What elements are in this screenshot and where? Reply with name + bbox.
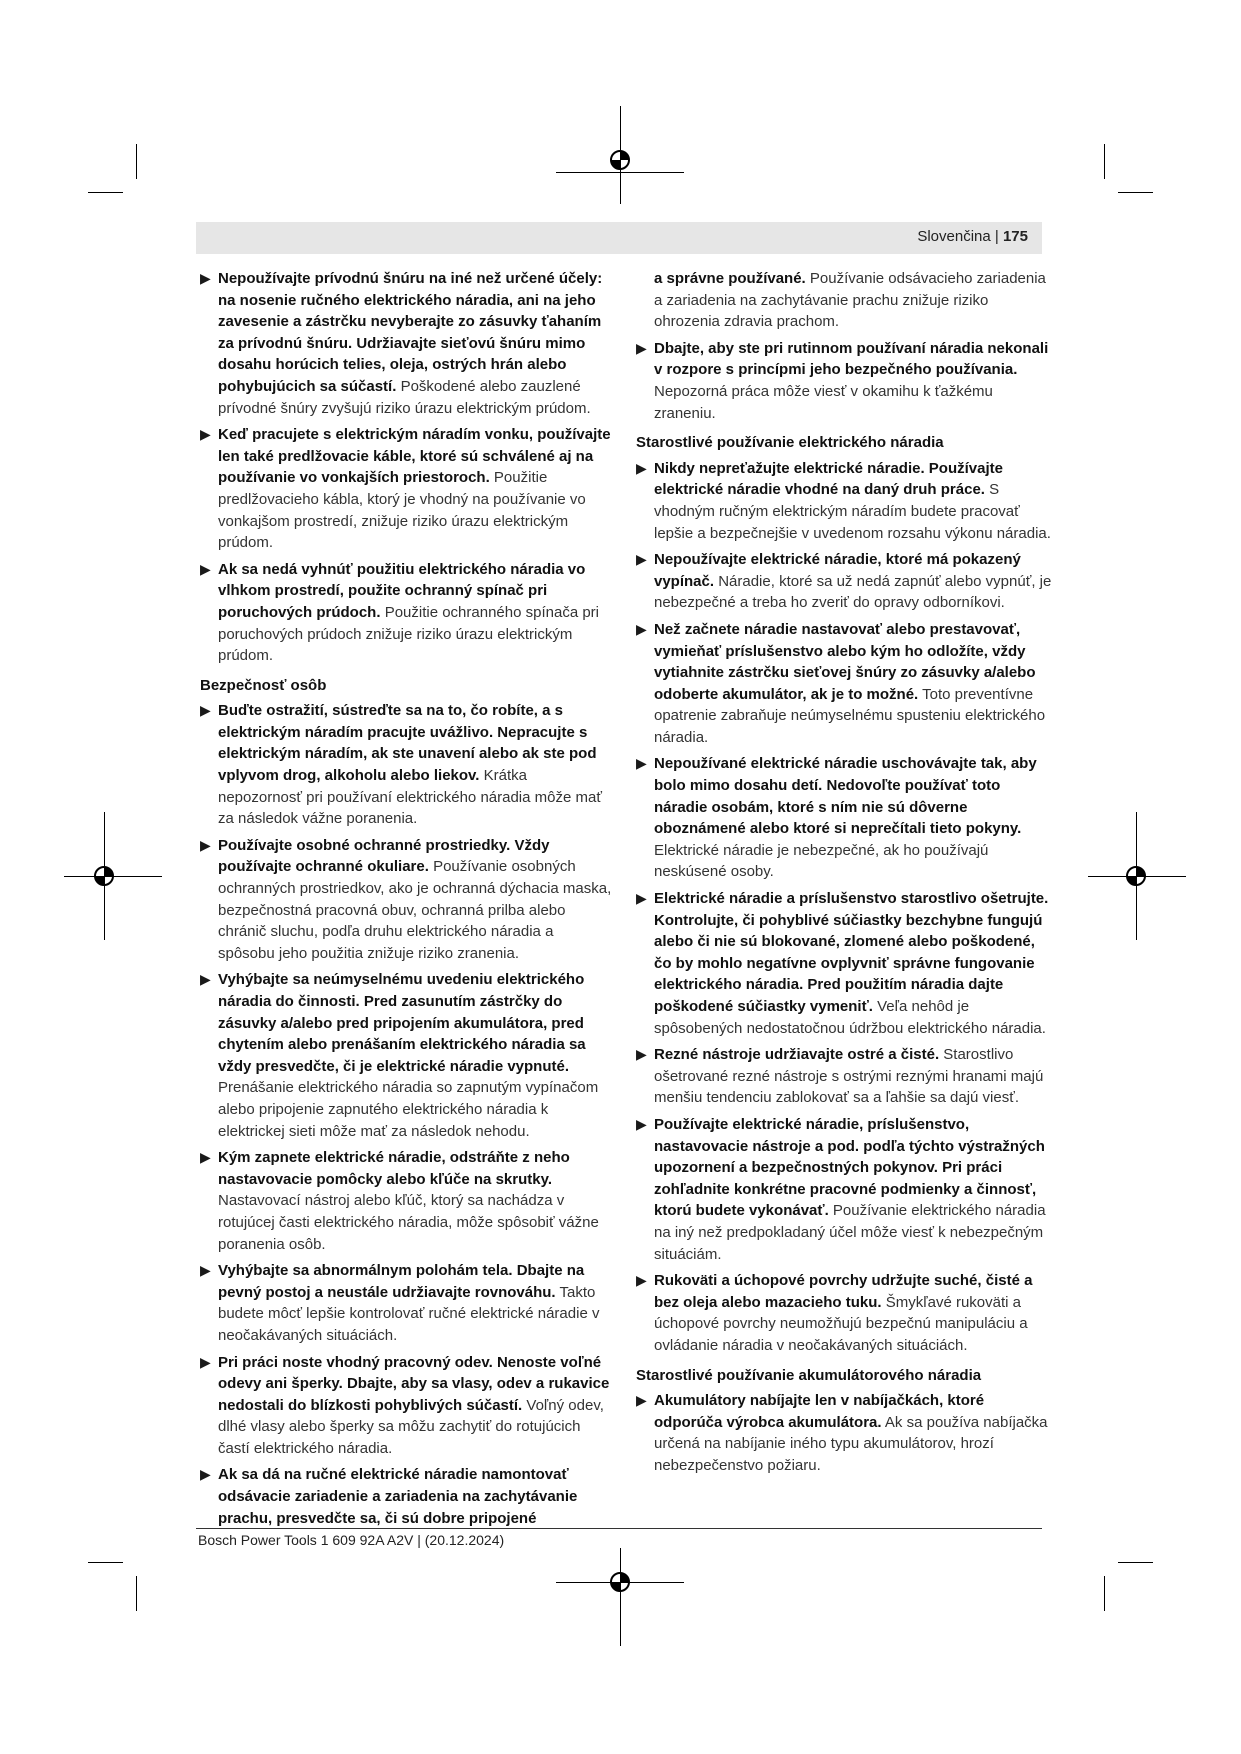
- safety-instruction: [200, 559, 613, 667]
- registration-mark-icon: [607, 147, 633, 173]
- instruction-bold-text: Dbajte, aby ste pri rutinnom používaní náradia nekonali v rozpore s princípmi jeho bezpečného používania.: [654, 339, 1049, 379]
- bullet-triangle-icon: ▶: [636, 459, 647, 476]
- safety-instruction: [200, 424, 613, 554]
- bullet-triangle-icon: ▶: [200, 1353, 211, 1370]
- bullet-triangle-icon: ▶: [636, 890, 647, 907]
- safety-instruction: [200, 969, 613, 1142]
- instruction-explanation-text: Nepozorná práca môže viesť v okamihu k ťažkému zraneniu.: [654, 382, 993, 422]
- instruction-explanation-text: Používanie elektrického náradia na iný než predpokladaný účel môže viesť k nebezpečným situáciám.: [654, 1202, 1046, 1263]
- safety-instruction: [200, 1147, 613, 1255]
- instruction-explanation-text: Používanie odsávacieho zariadenia a zariadenia na zachytávanie prachu znižuje riziko ohrozenia zdravia prachom.: [654, 270, 1046, 331]
- page-number: 175: [1002, 228, 1028, 245]
- instruction-explanation-text: Používanie osobných ochranných prostriedkov, ako je ochranná dýchacia maska, bezpečnostná pracovná obuv, ochranná prilba alebo chránič sluchu, podľa druhu elektrického náradia a spôsobu jeho použitia znižuje riziko zranenia.: [218, 858, 612, 962]
- instruction-bold-text: Keď pracujete s elektrickým náradím vonku, používajte len také predlžovacie káble, ktoré sú schválené aj na používanie vo vonkajších priestoroch.: [218, 426, 611, 487]
- instruction-explanation-text: Použitie ochranného spínača pri poruchových prúdoch znižuje riziko úrazu elektrickým prúdom.: [218, 603, 599, 665]
- instruction-bold-text: Vyhýbajte sa abnormálnym polohám tela. Dbajte na pevný postoj a neustále udržiavajte rovnováhu.: [218, 1262, 585, 1301]
- safety-instruction: [636, 1390, 1054, 1476]
- safety-instruction: [636, 1114, 1054, 1265]
- safety-instruction: [636, 458, 1054, 544]
- safety-instruction: [200, 700, 613, 830]
- safety-instruction: [200, 1352, 613, 1460]
- instruction-explanation-text: Prenášanie elektrického náradia so zapnutým vypínačom alebo pripojenie zapnutého elektrického náradia k elektrickej sieti môže mať za následok nehodu.: [218, 1079, 599, 1140]
- section-heading: Starostlivé používanie elektrického náradia: [636, 434, 944, 452]
- instruction-bold-text: Elektrické náradie a príslušenstvo starostlivo ošetrujte. Kontrolujte, či pohyblivé súčiastky bezchybne fungujú alebo či nie sú blokované, zlomené alebo poškodené, čo by mohlo negatívne ovplyvniť správne fungovanie elektrického náradia. Pred použitím náradia dajte poškodené súčiastky vymeniť.: [654, 890, 1049, 1015]
- safety-instruction: [636, 1044, 1054, 1109]
- instruction-explanation-text: Takto budete môcť lepšie kontrolovať ručné elektrické náradie v neočakávaných situáciách.: [218, 1283, 600, 1344]
- instruction-explanation-text: Veľa nehôd je spôsobených nedostatočnou údržbou elektrického náradia.: [654, 998, 1046, 1037]
- safety-instruction: [636, 1270, 1054, 1356]
- instruction-explanation-text: S vhodným ručným elektrickým náradím budete pracovať lepšie a bezpečnejšie v uvedenom rozsahu výkonu náradia.: [654, 481, 1051, 542]
- bullet-triangle-icon: ▶: [636, 1272, 647, 1289]
- safety-instruction: [636, 753, 1054, 883]
- bullet-triangle-icon: ▶: [636, 755, 647, 772]
- safety-instruction: [636, 338, 1054, 424]
- safety-instruction: [200, 1260, 613, 1346]
- instruction-explanation-text: Starostlivo ošetrované rezné nástroje s ostrými reznými hranami majú menšiu tendenciu zablokovať sa a ľahšie sa dajú viesť.: [654, 1046, 1044, 1107]
- page-header: [196, 222, 1042, 254]
- registration-mark-icon: [91, 863, 117, 889]
- instruction-bold-text: Nepoužívajte prívodnú šnúru na iné než určené účely: na nosenie ručného elektrického náradia, ani na jeho zavesenie a zástrčku nevyberajte zo zásuvky ťahaním za prívodnú šnúru. Udržiavajte sieťovú šnúru mimo dosahu horúcich telies, oleja, ostrých hrán alebo pohybujúcich sa súčastí.: [218, 270, 603, 395]
- safety-instruction: [200, 1464, 613, 1529]
- bullet-triangle-icon: ▶: [200, 270, 211, 286]
- instruction-bold-text: Rukoväti a úchopové povrchy udržujte suché, čisté a bez oleja alebo mazacieho tuku.: [654, 1272, 1033, 1311]
- instruction-explanation-text: Použitie predlžovacieho kábla, ktorý je vhodný na používanie vo vonkajšom prostredí, znižuje riziko úrazu elektrickým prúdom.: [218, 469, 586, 552]
- instruction-explanation-text: Toto preventívne opatrenie zabraňuje neúmyselnému spusteniu elektrického náradia.: [654, 685, 1046, 746]
- bullet-triangle-icon: ▶: [200, 971, 211, 988]
- footer-text: Bosch Power Tools 1 609 92A A2V | (20.12.2024): [198, 1532, 505, 1548]
- instruction-bold-text: Pri práci noste vhodný pracovný odev. Nenoste voľné odevy ani šperky. Dbajte, aby sa vlasy, odev a rukavice nedostali do blízkosti pohyblivých súčastí.: [218, 1353, 610, 1414]
- instruction-bold-text: Ak sa nedá vyhnúť použitiu elektrického náradia vo vlhkom prostredí, použite ochranný spínač pri poruchových prúdoch.: [218, 560, 586, 621]
- instruction-bold-text: Buďte ostražití, sústreďte sa na to, čo robíte, a s elektrickým náradím pracujte uvážlivo. Nepracujte s elektrickým náradím, ak ste unavení alebo ak ste pod vplyvom drog, alkoholu alebo liekov.: [218, 702, 597, 785]
- registration-mark-icon: [607, 1569, 633, 1595]
- bullet-triangle-icon: ▶: [636, 620, 647, 637]
- bullet-triangle-icon: ▶: [636, 1392, 647, 1409]
- instruction-explanation-text: Krátka nepozornosť pri používaní elektrického náradia môže mať za následok vážne poranenia.: [218, 767, 602, 828]
- bullet-triangle-icon: ▶: [200, 702, 211, 719]
- registration-mark-icon: [1123, 863, 1149, 889]
- instruction-bold-text: Ak sa dá na ručné elektrické náradie namontovať odsávacie zariadenie a zariadenia na zachytávanie prachu, presvedčte sa, či sú dobre pripojené: [218, 1466, 578, 1527]
- instruction-bold-text: Rezné nástroje udržiavajte ostré a čisté.: [654, 1046, 940, 1064]
- section-heading: Starostlivé používanie akumulátorového náradia: [636, 1366, 982, 1384]
- bullet-triangle-icon: ▶: [200, 426, 211, 443]
- bullet-triangle-icon: ▶: [200, 1262, 211, 1279]
- right-column: [636, 268, 1054, 1481]
- bullet-triangle-icon: ▶: [636, 551, 647, 568]
- section-heading: Bezpečnosť osôb: [200, 676, 327, 694]
- instruction-explanation-text: Nastavovací nástroj alebo kľúč, ktorý sa nachádza v rotujúcej časti elektrického náradia, môže spôsobiť vážne poranenia osôb.: [218, 1192, 599, 1253]
- bullet-triangle-icon: ▶: [200, 836, 211, 853]
- instruction-bold-text: Používajte elektrické náradie, príslušenstvo, nastavovacie nástroje a pod. podľa týchto výstražných upozornení a bezpečnostných pokynov. Pri práci zohľadnite konkrétne pracovné podmienky a činnosť, ktorú budete vykonávať.: [654, 1115, 1045, 1220]
- safety-instruction: [636, 619, 1054, 749]
- instruction-explanation-text: Voľný odev, dlhé vlasy alebo šperky sa môžu zachytiť do rotujúcich častí elektrického náradia.: [218, 1396, 604, 1457]
- bullet-triangle-icon: ▶: [200, 1149, 211, 1166]
- left-column: [200, 268, 613, 1534]
- bullet-triangle-icon: ▶: [636, 1115, 647, 1132]
- instruction-bold-text: Používajte osobné ochranné prostriedky. Vždy používajte ochranné okuliare.: [218, 836, 550, 876]
- instruction-bold-text: Nepoužívané elektrické náradie uschovávajte tak, aby bolo mimo dosahu detí. Nedovoľte používať toto náradie osobám, ktoré s ním nie sú dôverne oboznámené alebo ktoré si neprečítali tieto pokyny.: [654, 755, 1037, 838]
- instruction-bold-text: a správne používané.: [654, 270, 806, 287]
- instruction-bold-text: Než začnete náradie nastavovať alebo prestavovať, vymieňať príslušenstvo alebo kým ho odložíte, vždy vytiahnite zástrčku sieťovej šnúry zo zásuvky a/alebo odoberte akumulátor, ak je to možné.: [654, 620, 1036, 703]
- footer-rule: [196, 1528, 1042, 1529]
- safety-instruction: [636, 549, 1054, 614]
- header-separator: |: [994, 228, 999, 245]
- bullet-triangle-icon: ▶: [200, 560, 211, 577]
- instruction-explanation-text: Ak sa používa nabíjačka určená na nabíjanie iného typu akumulátorov, hrozí nebezpečenstvo požiaru.: [654, 1413, 1048, 1474]
- instruction-bold-text: Vyhýbajte sa neúmyselnému uvedeniu elektrického náradia do činnosti. Pred zasunutím zástrčky do zásuvky a/alebo pred pripojením akumulátora, pred chytením alebo prenášaním elektrického náradia sa vždy presvedčte, či je elektrické náradie vypnuté.: [218, 971, 586, 1075]
- bullet-triangle-icon: ▶: [200, 1466, 211, 1483]
- instruction-bold-text: Kým zapnete elektrické náradie, odstráňte z neho nastavovacie pomôcky alebo kľúče na skrutky.: [218, 1149, 570, 1188]
- instruction-explanation-text: Šmykľavé rukoväti a úchopové povrchy neumožňujú bezpečnú manipuláciu a ovládanie náradia v neočakávaných situáciách.: [654, 1293, 1028, 1354]
- instruction-bold-text: Nikdy nepreťažujte elektrické náradie. Používajte elektrické náradie vhodné na daný druh práce.: [654, 459, 1003, 499]
- header-language: Slovenčina: [917, 228, 991, 245]
- safety-instruction: [200, 268, 613, 419]
- bullet-triangle-icon: ▶: [636, 1046, 647, 1063]
- instruction-bold-text: Akumulátory nabíjajte len v nabíjačkách, ktoré odporúča výrobca akumulátora.: [654, 1392, 985, 1431]
- safety-instruction: [636, 888, 1054, 1039]
- instruction-explanation-text: Náradie, ktoré sa už nedá zapnúť alebo vypnúť, je nebezpečné a treba ho zveriť do opravy odborníkovi.: [654, 572, 1052, 612]
- bullet-triangle-icon: ▶: [636, 339, 647, 356]
- instruction-bold-text: Nepoužívajte elektrické náradie, ktoré má pokazený vypínač.: [654, 551, 1021, 590]
- instruction-explanation-text: Elektrické náradie je nebezpečné, ak ho používajú neskúsené osoby.: [654, 841, 989, 881]
- header-text: [917, 228, 1028, 245]
- continued-paragraph: [636, 268, 1054, 333]
- instruction-explanation-text: Poškodené alebo zauzlené prívodné šnúry zvyšujú riziko úrazu elektrickým prúdom.: [218, 377, 591, 417]
- safety-instruction: [200, 835, 613, 965]
